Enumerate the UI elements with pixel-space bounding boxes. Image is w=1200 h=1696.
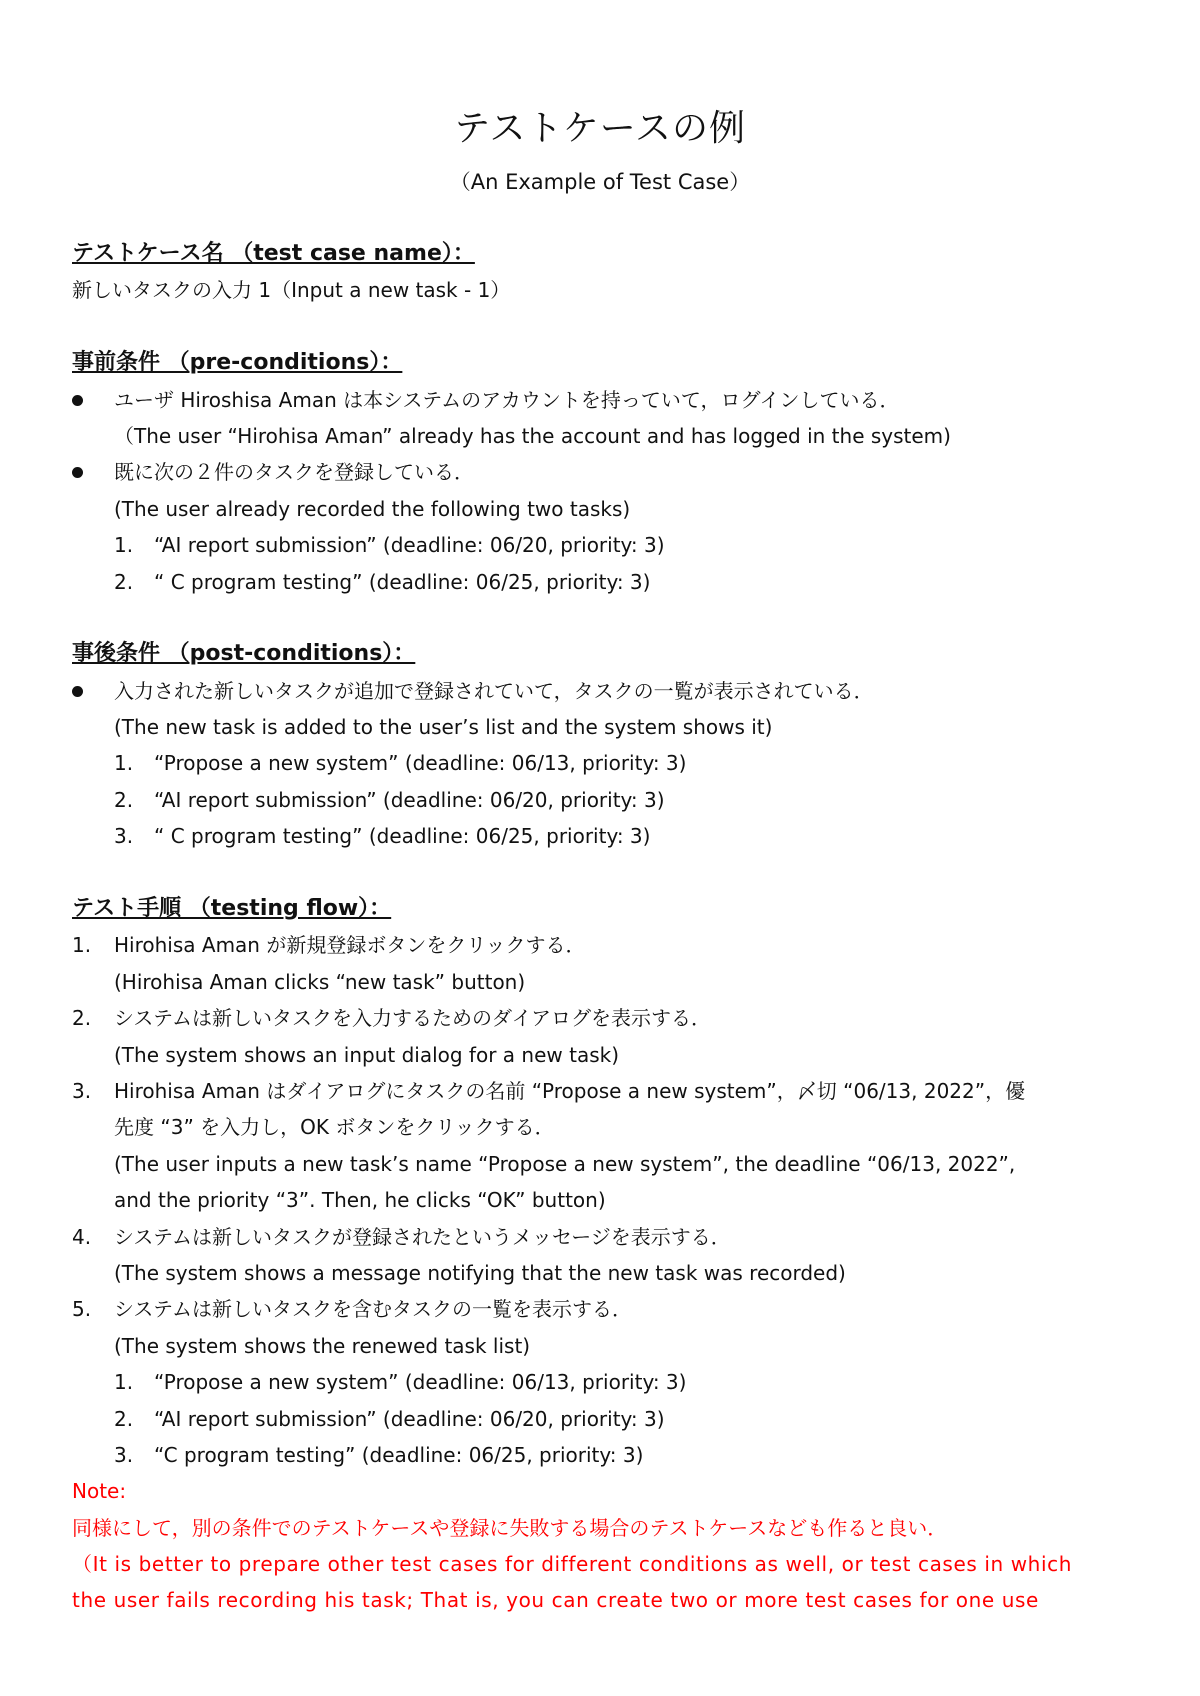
step-text: (The system shows the renewed task list) — [114, 1333, 531, 1358]
step-text: (The system shows an input dialog for a new task) — [114, 1042, 619, 1067]
step-text: システムは新しいタスクを含むタスクの一覧を表示する． — [114, 1297, 632, 1322]
post-task-item — [72, 818, 1132, 854]
final-task-item — [72, 1401, 1132, 1437]
list-number: 3. — [114, 824, 134, 849]
pre-conditions-heading: 事前条件 （pre-conditions）： — [72, 350, 403, 376]
pre-condition-2-ja: 既に次の２件のタスクを登録している． — [114, 460, 474, 485]
flow-step-3 — [72, 1073, 1132, 1109]
step-number: 2. — [72, 1006, 92, 1031]
step-text: (Hirohisa Aman clicks “new task” button) — [114, 969, 526, 994]
final-task-text: “AI report submission” (deadline: 06/20, priority: 3) — [154, 1406, 665, 1431]
step-text: Hirohisa Aman はダイアログにタスクの名前 “Propose a new system”，〆切 “06/13, 2022”，優 — [114, 1078, 1026, 1103]
bullet-icon — [72, 686, 83, 697]
pre-condition-bullet-1 — [72, 382, 1132, 418]
note-en-line-2: the user fails recording his task; That is, you can create two or more test cases for one use — [72, 1588, 1039, 1613]
step-text: システムは新しいタスクが登録されたというメッセージを表示する． — [114, 1224, 731, 1249]
flow-step-5 — [72, 1291, 1132, 1327]
step-text: 先度 “3” を入力し，OK ボタンをクリックする． — [114, 1115, 555, 1140]
pre-condition-2-en: (The user already recorded the following two tasks) — [114, 496, 631, 521]
post-task-text: “AI report submission” (deadline: 06/20, priority: 3) — [154, 787, 665, 812]
list-number: 1. — [114, 533, 134, 558]
list-number: 2. — [114, 569, 134, 594]
list-number: 3. — [114, 1442, 134, 1467]
test-case-name-heading: テストケース名 （test case name）： — [72, 241, 475, 266]
test-case-name-value: 新しいタスクの入力 1（Input a new task - 1） — [72, 278, 511, 303]
final-task-item — [72, 1364, 1132, 1400]
flow-step-4 — [72, 1219, 1132, 1255]
list-number: 2. — [114, 787, 134, 812]
flow-step-1 — [72, 927, 1132, 963]
testing-flow-heading: テスト手順 （testing flow）： — [72, 896, 392, 922]
list-number: 1. — [114, 751, 134, 776]
step-number: 3. — [72, 1078, 92, 1103]
step-number: 1. — [72, 933, 92, 958]
post-task-item — [72, 745, 1132, 781]
pre-condition-bullet-2 — [72, 454, 1132, 490]
step-number: 4. — [72, 1224, 92, 1249]
post-task-item — [72, 782, 1132, 818]
pre-task-text: “AI report submission” (deadline: 06/20, priority: 3) — [154, 533, 665, 558]
final-task-item — [72, 1437, 1132, 1473]
post-task-text: “Propose a new system” (deadline: 06/13, priority: 3) — [154, 751, 687, 776]
pre-task-item — [72, 527, 1132, 563]
final-task-text: “Propose a new system” (deadline: 06/13, priority: 3) — [154, 1370, 687, 1395]
step-text: システムは新しいタスクを入力するためのダイアログを表示する． — [114, 1006, 711, 1031]
note-en-line-1: （It is better to prepare other test cases for different conditions as well, or test cases in which — [72, 1552, 1072, 1577]
pre-task-text: “ C program testing” (deadline: 06/25, priority: 3) — [154, 569, 651, 594]
bullet-icon — [72, 467, 83, 478]
post-task-text: “ C program testing” (deadline: 06/25, priority: 3) — [154, 824, 651, 849]
note-ja: 同様にして，別の条件でのテストケースや登録に失敗する場合のテストケースなども作ると良い． — [72, 1515, 948, 1540]
step-text: and the priority “3”. Then, he clicks “OK” button) — [114, 1188, 606, 1213]
pre-condition-1-en: （The user “Hirohisa Aman” already has the account and has logged in the system) — [114, 423, 951, 448]
post-condition-ja: 入力された新しいタスクが追加で登録されていて，タスクの一覧が表示されている． — [114, 678, 874, 703]
bullet-icon — [72, 395, 83, 406]
pre-condition-1-ja: ユーザ Hiroshisa Aman は本システムのアカウントを持っていて，ログインしている． — [114, 387, 900, 412]
list-number: 1. — [114, 1370, 134, 1395]
step-text: (The user inputs a new task’s name “Propose a new system”, the deadline “06/13, 2022”, — [114, 1151, 1016, 1176]
document-title: テストケースの例 — [453, 108, 747, 149]
list-number: 2. — [114, 1406, 134, 1431]
step-text: Hirohisa Aman が新規登録ボタンをクリックする． — [114, 933, 586, 958]
document-subtitle: （An Example of Test Case） — [449, 170, 751, 194]
step-text: (The system shows a message notifying that the new task was recorded) — [114, 1260, 846, 1285]
post-condition-bullet — [72, 673, 1132, 709]
document-body — [72, 236, 1132, 1619]
flow-step-2 — [72, 1000, 1132, 1036]
post-condition-en: (The new task is added to the user’s list and the system shows it) — [114, 715, 773, 740]
pre-task-item — [72, 564, 1132, 600]
step-number: 5. — [72, 1297, 92, 1322]
final-task-text: “C program testing” (deadline: 06/25, priority: 3) — [154, 1442, 644, 1467]
note-label: Note: — [72, 1479, 127, 1504]
post-conditions-heading: 事後条件 （post-conditions）： — [72, 641, 416, 667]
